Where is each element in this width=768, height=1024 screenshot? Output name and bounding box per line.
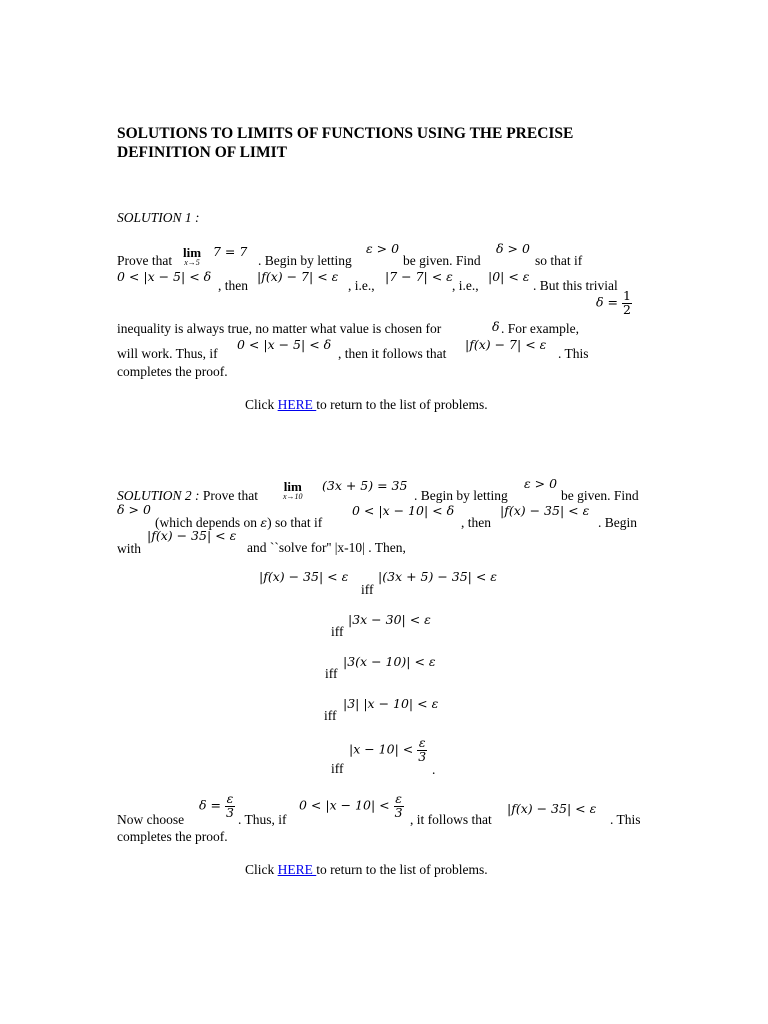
s1-condition-2: 0 < |x − 5| < δ xyxy=(237,337,332,352)
s2-lim-operator: lim xyxy=(283,479,302,494)
s1-trivial: . But this trivial xyxy=(533,278,618,293)
s2-inequality-with: |f(x) − 35| < ε xyxy=(147,528,237,543)
s2-completes: completes the proof. xyxy=(117,829,228,844)
s2-step-4-lhs: |x − 10| < xyxy=(349,741,414,757)
s2-first-line xyxy=(117,489,258,503)
s1-fraction-denominator: 2 xyxy=(622,301,631,317)
s2-step-2: |3(x − 10)| < ε xyxy=(343,654,436,669)
s2-prove-that: Prove that xyxy=(199,488,259,503)
s1-inequality-3: |0| < ε xyxy=(488,269,530,284)
s2-limit xyxy=(283,480,303,501)
s1-begin-letting: . Begin by letting xyxy=(258,253,352,268)
s2-condition-2-numerator: ε xyxy=(395,791,402,806)
title-line-1: SOLUTIONS TO LIMITS OF FUNCTIONS USING THE PRECISE xyxy=(117,125,574,142)
s1-condition: 0 < |x − 5| < δ xyxy=(117,269,212,284)
s1-so-that-if: so that if xyxy=(535,253,583,268)
s2-delta-choice-lhs: δ = xyxy=(199,797,221,813)
s2-iff-0: iff xyxy=(361,582,374,597)
s2-be-given-find: be given. Find xyxy=(561,488,639,503)
return-to-problems-link-1[interactable]: HERE xyxy=(277,397,317,412)
return-1-pre: Click xyxy=(245,397,275,412)
s1-inequality-1: |f(x) − 7| < ε xyxy=(257,269,339,284)
s2-step-4-period: . xyxy=(432,762,436,777)
s2-delta-denominator: 3 xyxy=(225,804,234,820)
s2-condition-2 xyxy=(299,793,404,819)
s2-step-4-fraction xyxy=(417,737,427,763)
s2-solve-for: and ``solve for'' |x-10| . Then, xyxy=(247,540,406,555)
s1-limit xyxy=(183,246,201,267)
s2-so-that-if: ) so that if xyxy=(267,515,323,530)
s2-step-4-denominator: 3 xyxy=(418,748,427,764)
s2-delta-fraction xyxy=(225,793,235,819)
s2-step-1: |3x − 30| < ε xyxy=(348,612,431,627)
s1-ie-2: , i.e., xyxy=(452,278,479,293)
s1-delta-choice-lhs: δ = xyxy=(596,294,618,310)
return-to-problems-link-2[interactable]: HERE xyxy=(277,862,317,877)
s2-with: with xyxy=(117,541,142,556)
page-title xyxy=(117,124,573,162)
s2-begin: . Begin xyxy=(598,515,637,530)
s1-inequality-2: |7 − 7| < ε xyxy=(385,269,453,284)
s2-inequality-1: |f(x) − 35| < ε xyxy=(500,503,590,518)
return-1-post: to return to the list of problems. xyxy=(316,397,488,412)
s1-completes: completes the proof. xyxy=(117,364,228,379)
s1-inequality-final: |f(x) − 7| < ε xyxy=(465,337,547,352)
return-line-2 xyxy=(245,863,488,877)
return-2-post: to return to the list of problems. xyxy=(316,862,488,877)
s2-depends-text: (which depends on xyxy=(155,515,257,530)
s1-will-work: will work. Thus, if xyxy=(117,346,218,361)
s1-prove-that: Prove that xyxy=(117,253,173,268)
s1-delta-symbol: δ xyxy=(492,319,500,334)
s2-epsilon-symbol: ε xyxy=(260,515,268,530)
s2-follows: , it follows that xyxy=(410,812,492,827)
s1-lim-operator: lim xyxy=(183,245,202,260)
s1-epsilon-positive: ε > 0 xyxy=(366,241,400,256)
s1-lim-expression: 7 = 7 xyxy=(213,244,248,259)
s2-delta-numerator: ε xyxy=(226,791,234,806)
s1-for-example: . For example, xyxy=(501,321,579,336)
return-line-1 xyxy=(245,398,488,412)
s1-delta-positive: δ > 0 xyxy=(496,241,530,256)
s2-inequality-final: |f(x) − 35| < ε xyxy=(507,801,597,816)
s1-always-true: inequality is always true, no matter what value is chosen for xyxy=(117,321,442,336)
s2-this: . This xyxy=(610,812,641,827)
s2-condition-2-fraction xyxy=(394,793,404,819)
s2-lim-subscript: x→10 xyxy=(283,492,303,501)
s2-step-0-lhs: |f(x) − 35| < ε xyxy=(259,569,349,584)
s2-begin-letting: . Begin by letting xyxy=(414,488,508,503)
s2-condition-2-lhs: 0 < |x − 10| < xyxy=(299,797,390,813)
s2-iff-2: iff xyxy=(325,666,338,681)
s2-then: , then xyxy=(461,515,491,530)
s2-iff-1: iff xyxy=(331,624,344,639)
s2-lim-expression: (3x + 5) = 35 xyxy=(322,478,408,493)
s1-ie-1: , i.e., xyxy=(348,278,375,293)
s2-condition-2-denominator: 3 xyxy=(394,804,403,820)
s2-step-0-rhs: |(3x + 5) − 35| < ε xyxy=(378,569,498,584)
solution-1-label: SOLUTION 1 : xyxy=(117,210,200,225)
s2-iff-4: iff xyxy=(331,761,344,776)
s1-be-given-find: be given. Find xyxy=(403,253,481,268)
s2-step-3: |3| |x − 10| < ε xyxy=(343,696,439,711)
s2-iff-3: iff xyxy=(324,708,337,723)
s2-now-choose: Now choose xyxy=(117,812,185,827)
s1-this: . This xyxy=(558,346,589,361)
return-2-pre: Click xyxy=(245,862,275,877)
s2-delta-positive: δ > 0 xyxy=(117,502,151,517)
s1-delta-fraction xyxy=(622,290,632,316)
s2-thus-if: . Thus, if xyxy=(238,812,287,827)
s2-step-4-numerator: ε xyxy=(418,735,426,750)
title-line-2: DEFINITION OF LIMIT xyxy=(117,144,287,161)
s2-condition: 0 < |x − 10| < δ xyxy=(352,503,455,518)
s1-then: , then xyxy=(218,278,248,293)
s2-delta-choice xyxy=(199,793,235,819)
solution-2-label: SOLUTION 2 : xyxy=(117,488,200,503)
s1-then-follows: , then it follows that xyxy=(338,346,447,361)
s1-fraction-numerator: 1 xyxy=(622,288,631,303)
s2-epsilon-positive: ε > 0 xyxy=(524,476,558,491)
s1-delta-choice xyxy=(596,290,632,316)
s1-lim-subscript: x→5 xyxy=(184,258,200,267)
s2-step-4 xyxy=(349,737,427,763)
